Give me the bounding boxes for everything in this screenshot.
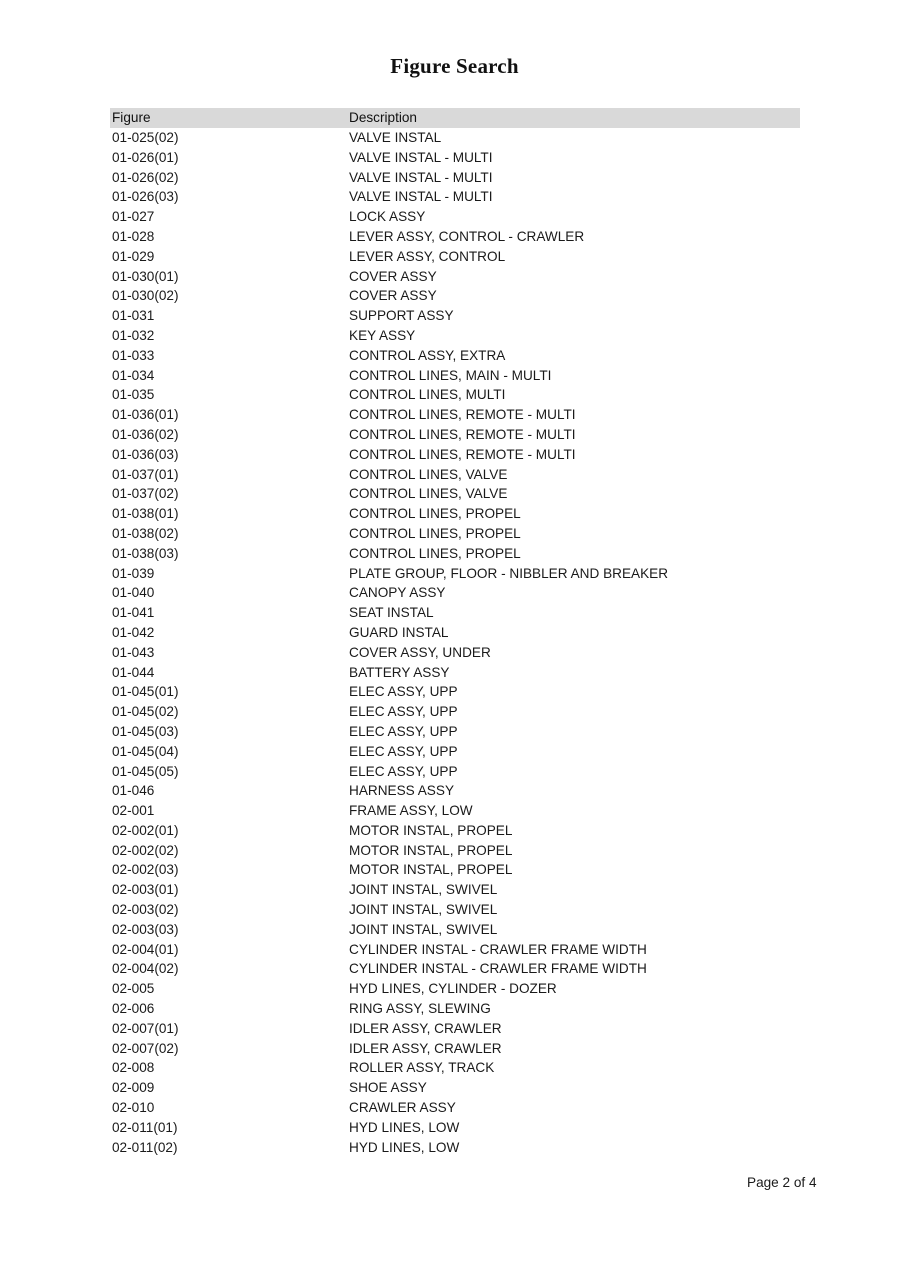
- description-cell: HYD LINES, CYLINDER - DOZER: [349, 981, 557, 997]
- figure-number-cell: 01-026(02): [112, 169, 179, 185]
- figure-number-cell: 02-010: [112, 1100, 155, 1116]
- description-cell: RING ASSY, SLEWING: [349, 1001, 491, 1017]
- table-row: [110, 623, 800, 643]
- figure-number-cell: 01-028: [112, 228, 155, 244]
- table-row: [110, 920, 800, 940]
- table-row: [110, 959, 800, 979]
- table-row: [110, 544, 800, 564]
- description-cell: KEY ASSY: [349, 327, 416, 343]
- description-cell: SUPPORT ASSY: [349, 308, 454, 324]
- figure-number-cell: 01-045(05): [112, 763, 179, 779]
- description-cell: COVER ASSY, UNDER: [349, 644, 491, 660]
- description-cell: LEVER ASSY, CONTROL - CRAWLER: [349, 228, 585, 244]
- table-row: [110, 999, 800, 1019]
- description-cell: CONTROL ASSY, EXTRA: [349, 347, 506, 363]
- figure-number-cell: 01-045(03): [112, 723, 179, 739]
- figure-number-cell: 01-046: [112, 783, 155, 799]
- figure-number-cell: 02-007(02): [112, 1040, 179, 1056]
- description-cell: CONTROL LINES, MAIN - MULTI: [349, 367, 552, 383]
- description-cell: IDLER ASSY, CRAWLER: [349, 1020, 502, 1036]
- table-row: [110, 742, 800, 762]
- description-cell: HARNESS ASSY: [349, 783, 455, 799]
- table-row: [110, 227, 800, 247]
- figure-number-cell: 01-036(02): [112, 426, 179, 442]
- table-row: [110, 880, 800, 900]
- figure-number-cell: 02-003(03): [112, 921, 179, 937]
- figure-number-cell: 01-026(03): [112, 189, 179, 205]
- description-cell: ELEC ASSY, UPP: [349, 684, 458, 700]
- description-cell: HYD LINES, LOW: [349, 1139, 460, 1155]
- description-cell: SHOE ASSY: [349, 1080, 427, 1096]
- table-row: [110, 346, 800, 366]
- table-row: [110, 326, 800, 346]
- description-cell: CONTROL LINES, VALVE: [349, 486, 508, 502]
- table-row: [110, 1138, 800, 1158]
- figure-number-cell: 02-002(01): [112, 822, 179, 838]
- description-cell: CONTROL LINES, VALVE: [349, 466, 508, 482]
- table-row: [110, 860, 800, 880]
- table-row: [110, 781, 800, 801]
- description-cell: CONTROL LINES, REMOTE - MULTI: [349, 426, 576, 442]
- table-row: [110, 366, 800, 386]
- description-cell: CYLINDER INSTAL - CRAWLER FRAME WIDTH: [349, 941, 647, 957]
- figure-number-cell: 01-030(02): [112, 288, 179, 304]
- description-cell: PLATE GROUP, FLOOR - NIBBLER AND BREAKER: [349, 565, 669, 581]
- description-cell: JOINT INSTAL, SWIVEL: [349, 921, 498, 937]
- figure-number-cell: 01-042: [112, 624, 155, 640]
- table-row: [110, 207, 800, 227]
- description-cell: HYD LINES, LOW: [349, 1119, 460, 1135]
- figure-number-cell: 02-002(03): [112, 862, 179, 878]
- description-cell: COVER ASSY: [349, 268, 437, 284]
- table-row: [110, 465, 800, 485]
- figure-number-cell: 01-044: [112, 664, 155, 680]
- table-row: [110, 940, 800, 960]
- description-cell: SEAT INSTAL: [349, 605, 434, 621]
- description-cell: CONTROL LINES, PROPEL: [349, 506, 521, 522]
- description-cell: CONTROL LINES, REMOTE - MULTI: [349, 446, 576, 462]
- figure-number-cell: 01-038(03): [112, 545, 179, 561]
- table-row: [110, 841, 800, 861]
- description-cell: ELEC ASSY, UPP: [349, 723, 458, 739]
- table-row: [110, 663, 800, 683]
- page-number: Page 2 of 4: [747, 1175, 817, 1190]
- description-cell: VALVE INSTAL - MULTI: [349, 149, 493, 165]
- table-row: [110, 148, 800, 168]
- table-row: [110, 168, 800, 188]
- table-row: [110, 603, 800, 623]
- table-row: [110, 128, 800, 148]
- column-header-description: Description: [349, 110, 417, 125]
- figure-number-cell: 01-036(01): [112, 407, 179, 423]
- table-row: [110, 643, 800, 663]
- figure-number-cell: 01-045(04): [112, 743, 179, 759]
- figure-number-cell: 01-025(02): [112, 130, 179, 145]
- table-row: [110, 979, 800, 999]
- table-row: [110, 682, 800, 702]
- description-cell: CRAWLER ASSY: [349, 1100, 456, 1116]
- table-row: [110, 286, 800, 306]
- description-cell: BATTERY ASSY: [349, 664, 450, 680]
- description-cell: VALVE INSTAL: [349, 130, 442, 145]
- figure-number-cell: 01-027: [112, 209, 155, 225]
- table-row: [110, 445, 800, 465]
- table-row: [110, 504, 800, 524]
- figure-number-cell: 01-038(02): [112, 525, 179, 541]
- description-cell: CONTROL LINES, PROPEL: [349, 545, 521, 561]
- description-cell: ELEC ASSY, UPP: [349, 743, 458, 759]
- figure-number-cell: 01-034: [112, 367, 155, 383]
- table-row: [110, 564, 800, 584]
- table-row: [110, 722, 800, 742]
- description-cell: CYLINDER INSTAL - CRAWLER FRAME WIDTH: [349, 961, 647, 977]
- figure-number-cell: 02-006: [112, 1001, 155, 1017]
- table-row: [110, 247, 800, 267]
- table-row: [110, 306, 800, 326]
- figure-number-cell: 02-007(01): [112, 1020, 179, 1036]
- table-body: [110, 128, 800, 1157]
- page-title: Figure Search: [390, 54, 519, 78]
- table-row: [110, 267, 800, 287]
- table-row: [110, 425, 800, 445]
- description-cell: GUARD INSTAL: [349, 624, 449, 640]
- figure-number-cell: 02-011(02): [112, 1139, 178, 1155]
- figure-number-cell: 01-045(02): [112, 704, 179, 720]
- figure-number-cell: 01-031: [112, 308, 155, 324]
- description-cell: JOINT INSTAL, SWIVEL: [349, 902, 498, 918]
- table-row: [110, 1019, 800, 1039]
- table-row: [110, 1118, 800, 1138]
- description-cell: COVER ASSY: [349, 288, 437, 304]
- table-row: [110, 524, 800, 544]
- figure-number-cell: 01-029: [112, 248, 155, 264]
- table-row: [110, 702, 800, 722]
- table-row: [110, 900, 800, 920]
- description-cell: LEVER ASSY, CONTROL: [349, 248, 506, 264]
- description-cell: CONTROL LINES, MULTI: [349, 387, 506, 403]
- figure-number-cell: 02-011(01): [112, 1119, 178, 1135]
- table-header-row: [110, 108, 800, 128]
- description-cell: ROLLER ASSY, TRACK: [349, 1060, 495, 1076]
- figure-number-cell: 02-003(01): [112, 882, 179, 898]
- figure-number-cell: 01-036(03): [112, 446, 179, 462]
- figure-number-cell: 02-009: [112, 1080, 155, 1096]
- table-row: [110, 484, 800, 504]
- description-cell: FRAME ASSY, LOW: [349, 803, 473, 819]
- figure-number-cell: 01-037(02): [112, 486, 179, 502]
- table-header: [110, 108, 800, 128]
- table-row: [110, 1058, 800, 1078]
- description-cell: ELEC ASSY, UPP: [349, 704, 458, 720]
- figure-number-cell: 02-002(02): [112, 842, 179, 858]
- description-cell: ELEC ASSY, UPP: [349, 763, 458, 779]
- figure-number-cell: 01-032: [112, 327, 155, 343]
- figure-number-cell: 02-003(02): [112, 902, 179, 918]
- figure-number-cell: 02-008: [112, 1060, 155, 1076]
- figure-number-cell: 01-040: [112, 585, 155, 601]
- description-cell: MOTOR INSTAL, PROPEL: [349, 822, 513, 838]
- figure-table: [110, 108, 800, 1157]
- figure-number-cell: 01-035: [112, 387, 155, 403]
- figure-number-cell: 01-038(01): [112, 506, 179, 522]
- description-cell: CONTROL LINES, REMOTE - MULTI: [349, 407, 576, 423]
- figure-number-cell: 01-039: [112, 565, 155, 581]
- description-cell: CANOPY ASSY: [349, 585, 446, 601]
- figure-number-cell: 02-004(02): [112, 961, 179, 977]
- figure-number-cell: 01-037(01): [112, 466, 179, 482]
- table-row: [110, 1098, 800, 1118]
- figure-number-cell: 01-033: [112, 347, 155, 363]
- table-row: [110, 405, 800, 425]
- figure-number-cell: 01-041: [112, 605, 155, 621]
- description-cell: JOINT INSTAL, SWIVEL: [349, 882, 498, 898]
- table-row: [110, 583, 800, 603]
- figure-number-cell: 02-005: [112, 981, 155, 997]
- description-cell: MOTOR INSTAL, PROPEL: [349, 842, 513, 858]
- table-row: [110, 187, 800, 207]
- table-row: [110, 1039, 800, 1059]
- figure-number-cell: 01-030(01): [112, 268, 179, 284]
- table-row: [110, 762, 800, 782]
- description-cell: IDLER ASSY, CRAWLER: [349, 1040, 502, 1056]
- figure-number-cell: 01-045(01): [112, 684, 179, 700]
- description-cell: LOCK ASSY: [349, 209, 426, 225]
- figure-number-cell: 02-001: [112, 803, 155, 819]
- figure-number-cell: 02-004(01): [112, 941, 179, 957]
- figure-number-cell: 01-026(01): [112, 149, 179, 165]
- description-cell: VALVE INSTAL - MULTI: [349, 169, 493, 185]
- column-header-figure: Figure: [112, 110, 151, 125]
- figure-number-cell: 01-043: [112, 644, 155, 660]
- description-cell: VALVE INSTAL - MULTI: [349, 189, 493, 205]
- table-row: [110, 385, 800, 405]
- table-row: [110, 821, 800, 841]
- description-cell: CONTROL LINES, PROPEL: [349, 525, 521, 541]
- table-row: [110, 801, 800, 821]
- description-cell: MOTOR INSTAL, PROPEL: [349, 862, 513, 878]
- table-row: [110, 1078, 800, 1098]
